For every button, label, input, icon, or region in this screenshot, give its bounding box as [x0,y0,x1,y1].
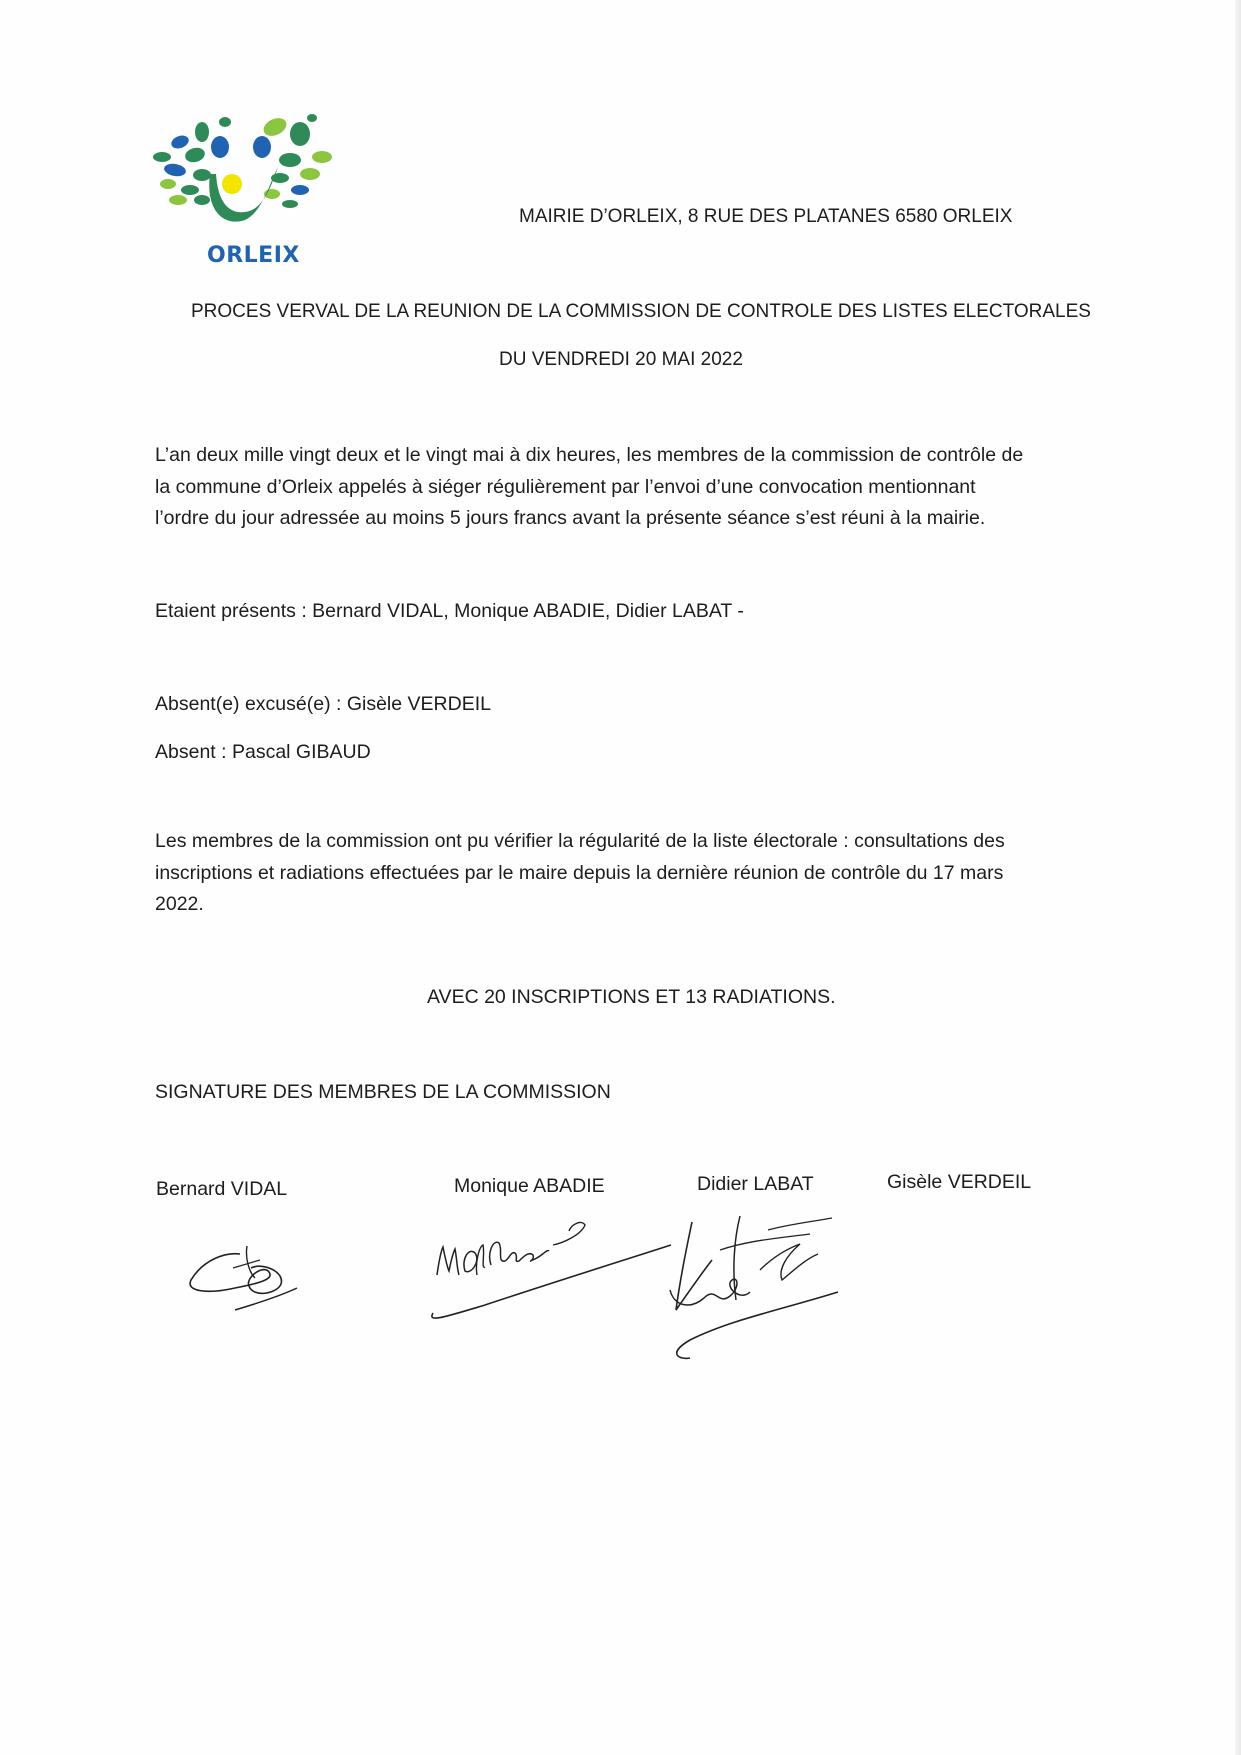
intro-line: L’an deux mille vingt deux et le vingt mai à dix heures, les membres de la commission de contrôle de [155,444,1024,466]
intro-paragraph [155,440,1023,535]
document-date: DU VENDREDI 20 MAI 2022 [499,349,743,370]
excused-line: Absent(e) excusé(e) : Gisèle VERDEIL [155,693,491,715]
verification-paragraph [155,826,1005,921]
intro-line: l’ordre du jour adressée au moins 5 jours francs avant la présente séance s’est réuni à la mairie. [155,507,986,529]
verification-line: Les membres de la commission ont pu vérifier la régularité de la liste électorale : consultations des [155,830,1005,852]
verification-line: inscriptions et radiations effectuées par le maire depuis la dernière réunion de contrôle du 17 mars [155,861,1004,884]
page-edge [1235,0,1241,1755]
intro-line: la commune d’Orleix appelés à siéger régulièrement par l’envoi d’une convocation mentionnant [155,475,976,498]
member-name: Didier LABAT [697,1173,814,1195]
member-name: Gisèle VERDEIL [887,1171,1032,1193]
member-name: Monique ABADIE [454,1175,605,1197]
absent-line: Absent : Pascal GIBAUD [155,741,371,763]
mairie-address: MAIRIE D’ORLEIX, 8 RUE DES PLATANES 6580 ORLEIX [519,206,1013,227]
signature-didier-labat [660,1210,840,1360]
document-title: PROCES VERVAL DE LA REUNION DE LA COMMISSION DE CONTROLE DES LISTES ELECTORALES [191,301,1091,322]
result-line: AVEC 20 INSCRIPTIONS ET 13 RADIATIONS. [427,986,836,1008]
signature-bernard-vidal [185,1238,305,1318]
signature-heading: SIGNATURE DES MEMBRES DE LA COMMISSION [155,1081,611,1103]
member-name: Bernard VIDAL [156,1178,288,1200]
logo-wordmark: ORLEIX [207,243,300,268]
verification-line: 2022. [155,893,204,915]
signature-monique-abadie [425,1205,675,1330]
presents-line: Etaient présents : Bernard VIDAL, Monique ABADIE, Didier LABAT - [155,600,744,622]
